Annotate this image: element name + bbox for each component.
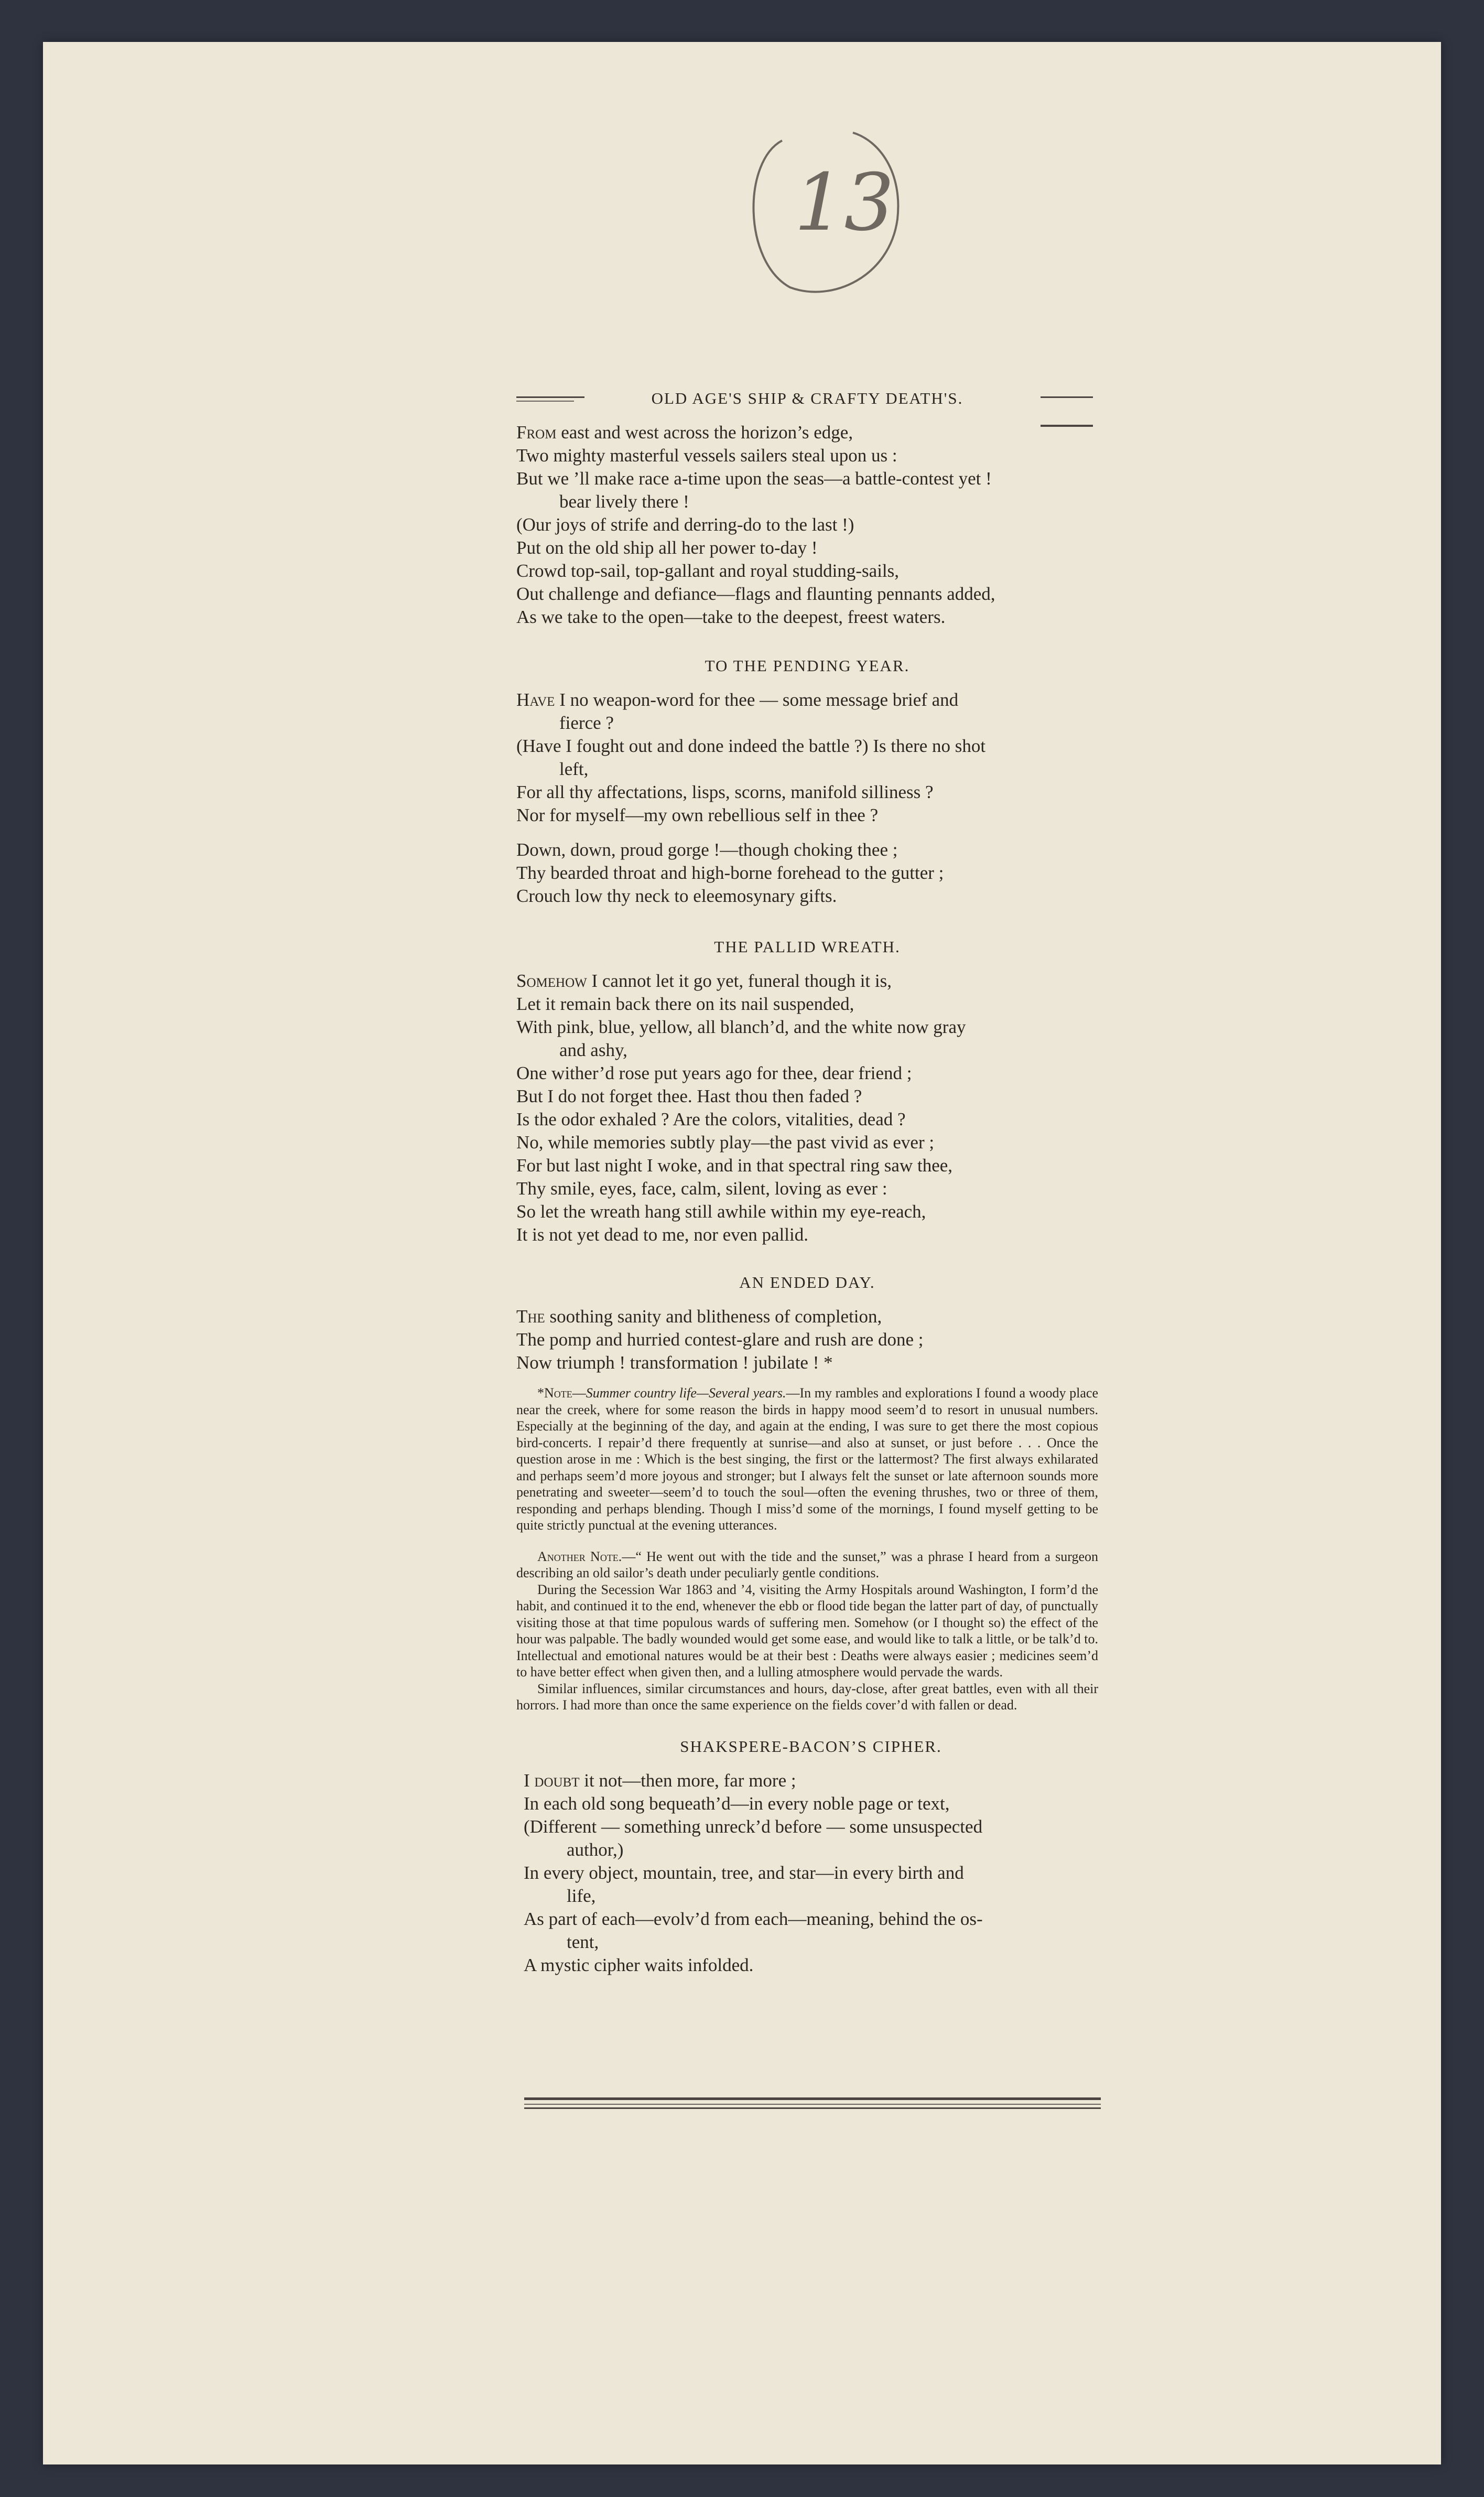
poem-title: TO THE PENDING YEAR. (705, 656, 910, 675)
first-word: The (516, 1306, 545, 1327)
handwritten-page-number (732, 130, 905, 303)
line-text: As part of each—evolv’d from each—meaning, behind the os- (524, 1908, 983, 1929)
note1-label: *Note— (537, 1385, 586, 1401)
line-text: it not—then more, far more ; (579, 1770, 796, 1791)
poem-line (524, 1815, 1098, 1838)
poem-line (524, 1931, 1098, 1954)
poem-line (516, 606, 1098, 629)
poem-line (516, 421, 1098, 444)
line-text: One wither’d rose put years ago for thee, dear friend ; (516, 1063, 912, 1083)
line-text: and ashy, (559, 1040, 627, 1060)
poem-line (516, 688, 1098, 712)
line-text: A mystic cipher waits infolded. (524, 1954, 754, 1975)
poem-line (516, 735, 1098, 758)
poem-line (516, 885, 1098, 908)
note2-label: Another Note. (537, 1548, 622, 1564)
poem (516, 653, 1098, 908)
bottom-ornament-rule (524, 2097, 1101, 2111)
poem-line (516, 993, 1098, 1016)
line-text: Is the odor exhaled ? Are the colors, vitalities, dead ? (516, 1109, 906, 1129)
line-text: I no weapon-word for thee — some message brief and (555, 690, 959, 710)
line-text: I cannot let it go yet, funeral though it is, (587, 971, 892, 991)
poem-line (516, 444, 1098, 467)
line-text: But I do not forget thee. Hast thou then faded ? (516, 1086, 862, 1106)
printed-text-block (516, 385, 1098, 1977)
note-another (516, 1548, 1098, 1714)
line-text: Out challenge and defiance—flags and flaunting pennants added, (516, 584, 995, 604)
line-text: Put on the old ship all her power to-day ! (516, 537, 818, 558)
poem-line (524, 1908, 1098, 1931)
line-text: The pomp and hurried contest-glare and rush are done ; (516, 1329, 924, 1350)
poem-line (516, 781, 1098, 804)
line-text: Now triumph ! transformation ! jubilate ! * (516, 1352, 833, 1373)
stanza-gap (516, 827, 1098, 838)
poem-line (516, 1305, 1098, 1328)
poem (516, 934, 1098, 1246)
note2-p3: Similar influences, similar circumstances and hours, day-close, after great battles, even with all their horrors. I had more than once the same experience on the fields cover’d with fallen or dead. (516, 1681, 1098, 1713)
poem-line (516, 559, 1098, 583)
poem-line (524, 1954, 1098, 1977)
poem-shakspere-bacon (516, 1734, 1098, 1977)
line-text: For but last night I woke, and in that spectral ring saw thee, (516, 1155, 953, 1176)
poem-line (516, 1351, 1098, 1374)
line-text: tent, (567, 1931, 599, 1952)
poem-line (516, 1223, 1098, 1246)
line-text: As we take to the open—take to the deepest, freest waters. (516, 607, 946, 627)
poem-line (516, 1328, 1098, 1351)
poem-line (516, 970, 1098, 993)
poem-line (524, 1792, 1098, 1815)
line-text: So let the wreath hang still awhile within my eye-reach, (516, 1201, 926, 1222)
poem-line (516, 1085, 1098, 1108)
poem-line (516, 1177, 1098, 1200)
poem-line (516, 804, 1098, 827)
first-word: From (516, 422, 557, 443)
poem-line (516, 467, 1098, 490)
poem-line (516, 1039, 1098, 1062)
poem-line (516, 1131, 1098, 1154)
poem-line (524, 1838, 1098, 1861)
line-text: But we ’ll make race a-time upon the seas—a battle-contest yet ! (516, 468, 992, 489)
line-text: Thy bearded throat and high-borne forehead to the gutter ; (516, 863, 944, 883)
poem (516, 1269, 1098, 1374)
line-text: life, (567, 1885, 596, 1906)
poem-line (516, 1108, 1098, 1131)
poem-line (516, 1062, 1098, 1085)
line-text: author,) (567, 1839, 624, 1860)
first-word: Have (516, 690, 555, 710)
poem-line (516, 583, 1098, 606)
first-word: I doubt (524, 1770, 580, 1791)
line-text: Down, down, proud gorge !—though choking thee ; (516, 839, 898, 860)
poem-title: SHAKSPERE-BACON’S CIPHER. (680, 1737, 942, 1756)
line-text: Thy smile, eyes, face, calm, silent, loving as ever : (516, 1178, 887, 1199)
line-text: Crowd top-sail, top-gallant and royal studding-sails, (516, 561, 900, 581)
poem-title: THE PALLID WREATH. (714, 938, 901, 956)
note-summer-country-life (516, 1385, 1098, 1534)
line-text: bear lively there ! (559, 491, 689, 512)
note2-p2: During the Secession War 1863 and ’4, visiting the Army Hospitals around Washington, I form’d the habit, and continued it to the end, whenever the ebb or flood tide began the latter part of day, of punctually visiting those at that time populous wards of suffering men. Somehow (or I thought so) the effect of the hour was palpable. The badly wounded would get some ease, and would like to talk a little, or be talk’d to. Intellectual and emotional natures would be at their best : Deaths were always easier ; medicines seem’d to have better effect when given then, and a lulling atmosphere would pervade the wards. (516, 1581, 1098, 1680)
line-text: With pink, blue, yellow, all blanch’d, and the white now gray (516, 1017, 966, 1037)
poem-line (516, 1016, 1098, 1039)
poem (516, 385, 1098, 629)
poem-line (516, 1154, 1098, 1177)
line-text: (Our joys of strife and derring-do to the last !) (516, 514, 854, 535)
line-text: soothing sanity and blitheness of completion, (545, 1306, 882, 1327)
line-text: (Different — something unreck’d before — some unsuspected (524, 1816, 983, 1837)
poems-section (516, 385, 1098, 1374)
poem-line (516, 712, 1098, 735)
line-text: left, (559, 759, 589, 779)
line-text: Let it remain back there on its nail suspended, (516, 994, 854, 1014)
poem-line (524, 1885, 1098, 1908)
line-text: Crouch low thy neck to eleemosynary gifts. (516, 886, 837, 906)
line-text: It is not yet dead to me, nor even pallid. (516, 1224, 808, 1245)
poem-line (516, 536, 1098, 559)
page-marker-text: 13 (794, 157, 894, 249)
poem-title: AN ENDED DAY. (739, 1273, 875, 1291)
note1-italic: Summer country life—Several years. (586, 1385, 786, 1401)
line-text: east and west across the horizon’s edge, (556, 422, 853, 443)
note2-p1: —“ He went out with the tide and the sunset,” was a phrase I heard from a surgeon describing an old sailor’s death under peculiarly gentle conditions. (516, 1548, 1098, 1580)
line-text: For all thy affectations, lisps, scorns, manifold silliness ? (516, 782, 934, 802)
line-text: Nor for myself—my own rebellious self in thee ? (516, 805, 879, 825)
poem-line (516, 490, 1098, 513)
line-text: No, while memories subtly play—the past vivid as ever ; (516, 1132, 935, 1153)
line-text: fierce ? (559, 713, 614, 733)
note1-text: —In my rambles and explorations I found a woody place near the creek, where for some reason the birds in happy mood seem’d to resort in unusual numbers. Especially at the beginning of the day, and again at the ending, I was sure to get there the most copious bird-concerts. I repair’d there frequently at sunrise—and also at sunset, or just before . . . Once the question arose in me : Which is the best singing, the first or the lattermost? The first always exhilarated and perhaps seem’d more joyous and stronger; but I always felt the sunset or late afternoon sounds more penetrating and sweeter—seem’d to touch the soul—often the evening thrushes, two or three of them, responding and perhaps blending. Though I miss’d some of the mornings, I found myself getting to be quite strictly punctual at the evening utterances. (516, 1385, 1098, 1533)
poem-title: OLD AGE'S SHIP & CRAFTY DEATH'S. (651, 389, 963, 407)
first-word: Somehow (516, 971, 587, 991)
line-text: In every object, mountain, tree, and star—in every birth and (524, 1862, 964, 1883)
line-text: (Have I fought out and done indeed the battle ?) Is there no shot (516, 736, 986, 756)
line-text: In each old song bequeath’d—in every noble page or text, (524, 1793, 950, 1814)
poem-line (516, 513, 1098, 536)
poem-line (524, 1861, 1098, 1885)
poem-line (516, 862, 1098, 885)
poem-line (516, 838, 1098, 862)
poem-line (516, 758, 1098, 781)
poem-line (524, 1769, 1098, 1792)
poem-line (516, 1200, 1098, 1223)
line-text: Two mighty masterful vessels sailers steal upon us : (516, 445, 897, 466)
